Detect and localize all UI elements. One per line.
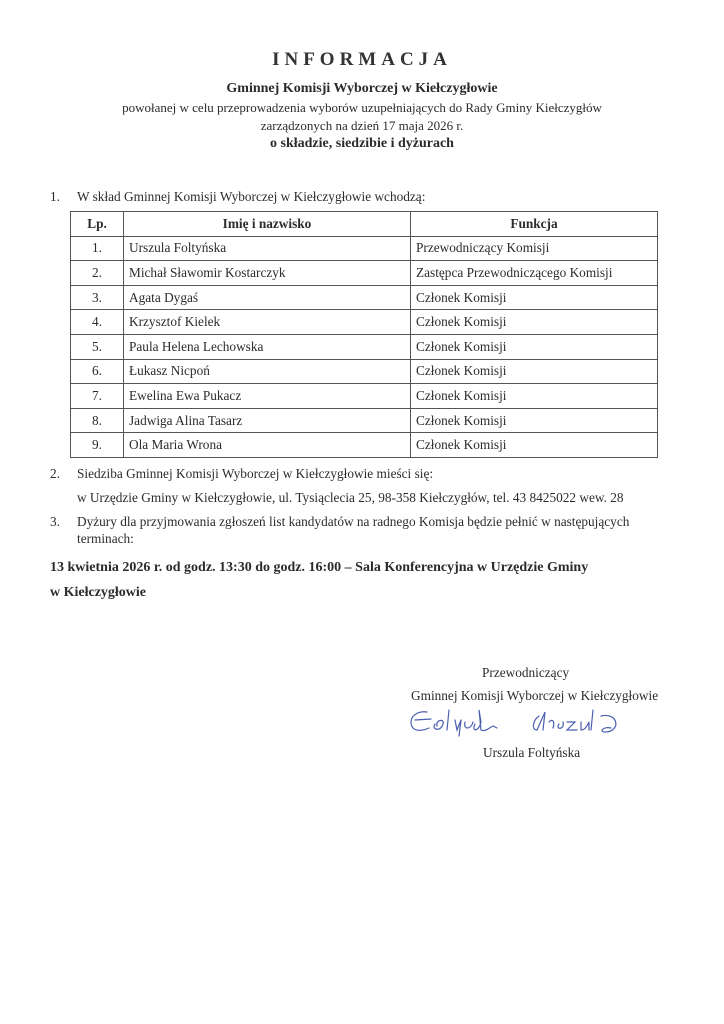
member-role: Członek Komisji <box>411 310 658 335</box>
member-number: 2. <box>71 261 124 286</box>
members-table <box>70 211 658 458</box>
member-role: Członek Komisji <box>411 384 658 409</box>
table-header-row <box>71 212 658 237</box>
member-name: Ewelina Ewa Pukacz <box>124 384 411 409</box>
member-number: 6. <box>71 359 124 384</box>
member-role: Członek Komisji <box>411 433 658 458</box>
table-row <box>71 334 658 359</box>
column-header-name: Imię i nazwisko <box>124 212 411 237</box>
purpose-line: powołanej w celu przeprowadzenia wyborów uzupełniających do Rady Gminy Kiełczygłów <box>122 100 602 115</box>
signature-stroke <box>411 710 497 736</box>
duty-schedule: 13 kwietnia 2026 r. od godz. 13:30 do godz. 16:00 – Sala Konferencyjna w Urzędzie Gminy <box>50 560 589 575</box>
subject-line: o składzie, siedzibie i dyżurach <box>270 136 454 151</box>
duty-location: w Kiełczygłowie <box>50 585 147 600</box>
table-row <box>71 310 658 335</box>
member-role: Przewodniczący Komisji <box>411 236 658 261</box>
table-row <box>71 236 658 261</box>
handwritten-signature <box>405 702 635 742</box>
committee-address: w Urzędzie Gminy w Kiełczygłowie, ul. Tysiąclecia 25, 98-358 Kiełczygłów, tel. 43 8425022 wew. 28 <box>77 490 624 505</box>
member-number: 7. <box>71 384 124 409</box>
member-name: Paula Helena Lechowska <box>124 334 411 359</box>
table-row <box>71 384 658 409</box>
signatory-body: Gminnej Komisji Wyborczej w Kiełczygłowie <box>411 688 659 703</box>
section-text: Dyżury dla przyjmowania zgłoszeń list kandydatów na radnego Komisja będzie pełnić w następujących <box>77 514 630 529</box>
committee-name: Gminnej Komisji Wyborczej w Kiełczygłowie <box>226 81 498 96</box>
member-name: Agata Dygaś <box>124 285 411 310</box>
election-date-line: zarządzonych na dzień 17 maja 2026 r. <box>260 118 464 133</box>
member-role: Członek Komisji <box>411 359 658 384</box>
section-text-continued: terminach: <box>77 531 134 546</box>
section-number: 3. <box>50 514 60 529</box>
table-row <box>71 285 658 310</box>
member-name: Łukasz Nicpoń <box>124 359 411 384</box>
document-title: INFORMACJA <box>272 49 452 70</box>
signature-stroke <box>533 710 615 732</box>
section-number: 2. <box>50 466 60 481</box>
table-row <box>71 261 658 286</box>
signatory-role: Przewodniczący <box>482 665 570 680</box>
member-number: 8. <box>71 408 124 433</box>
member-number: 3. <box>71 285 124 310</box>
member-number: 5. <box>71 334 124 359</box>
table-row <box>71 433 658 458</box>
member-name: Michał Sławomir Kostarczyk <box>124 261 411 286</box>
section-text: Siedziba Gminnej Komisji Wyborczej w Kiełczygłowie mieści się: <box>77 466 434 481</box>
member-name: Ola Maria Wrona <box>124 433 411 458</box>
table-row <box>71 359 658 384</box>
table-row <box>71 408 658 433</box>
section-number: 1. <box>50 189 60 204</box>
column-header-role: Funkcja <box>411 212 658 237</box>
member-number: 1. <box>71 236 124 261</box>
member-name: Jadwiga Alina Tasarz <box>124 408 411 433</box>
member-number: 9. <box>71 433 124 458</box>
member-role: Członek Komisji <box>411 334 658 359</box>
member-name: Urszula Foltyńska <box>124 236 411 261</box>
member-role: Zastępca Przewodniczącego Komisji <box>411 261 658 286</box>
section-text: W skład Gminnej Komisji Wyborczej w Kiełczygłowie wchodzą: <box>77 189 426 204</box>
member-number: 4. <box>71 310 124 335</box>
member-role: Członek Komisji <box>411 408 658 433</box>
signatory-name: Urszula Foltyńska <box>483 745 581 760</box>
member-name: Krzysztof Kielek <box>124 310 411 335</box>
column-header-lp: Lp. <box>71 212 124 237</box>
member-role: Członek Komisji <box>411 285 658 310</box>
